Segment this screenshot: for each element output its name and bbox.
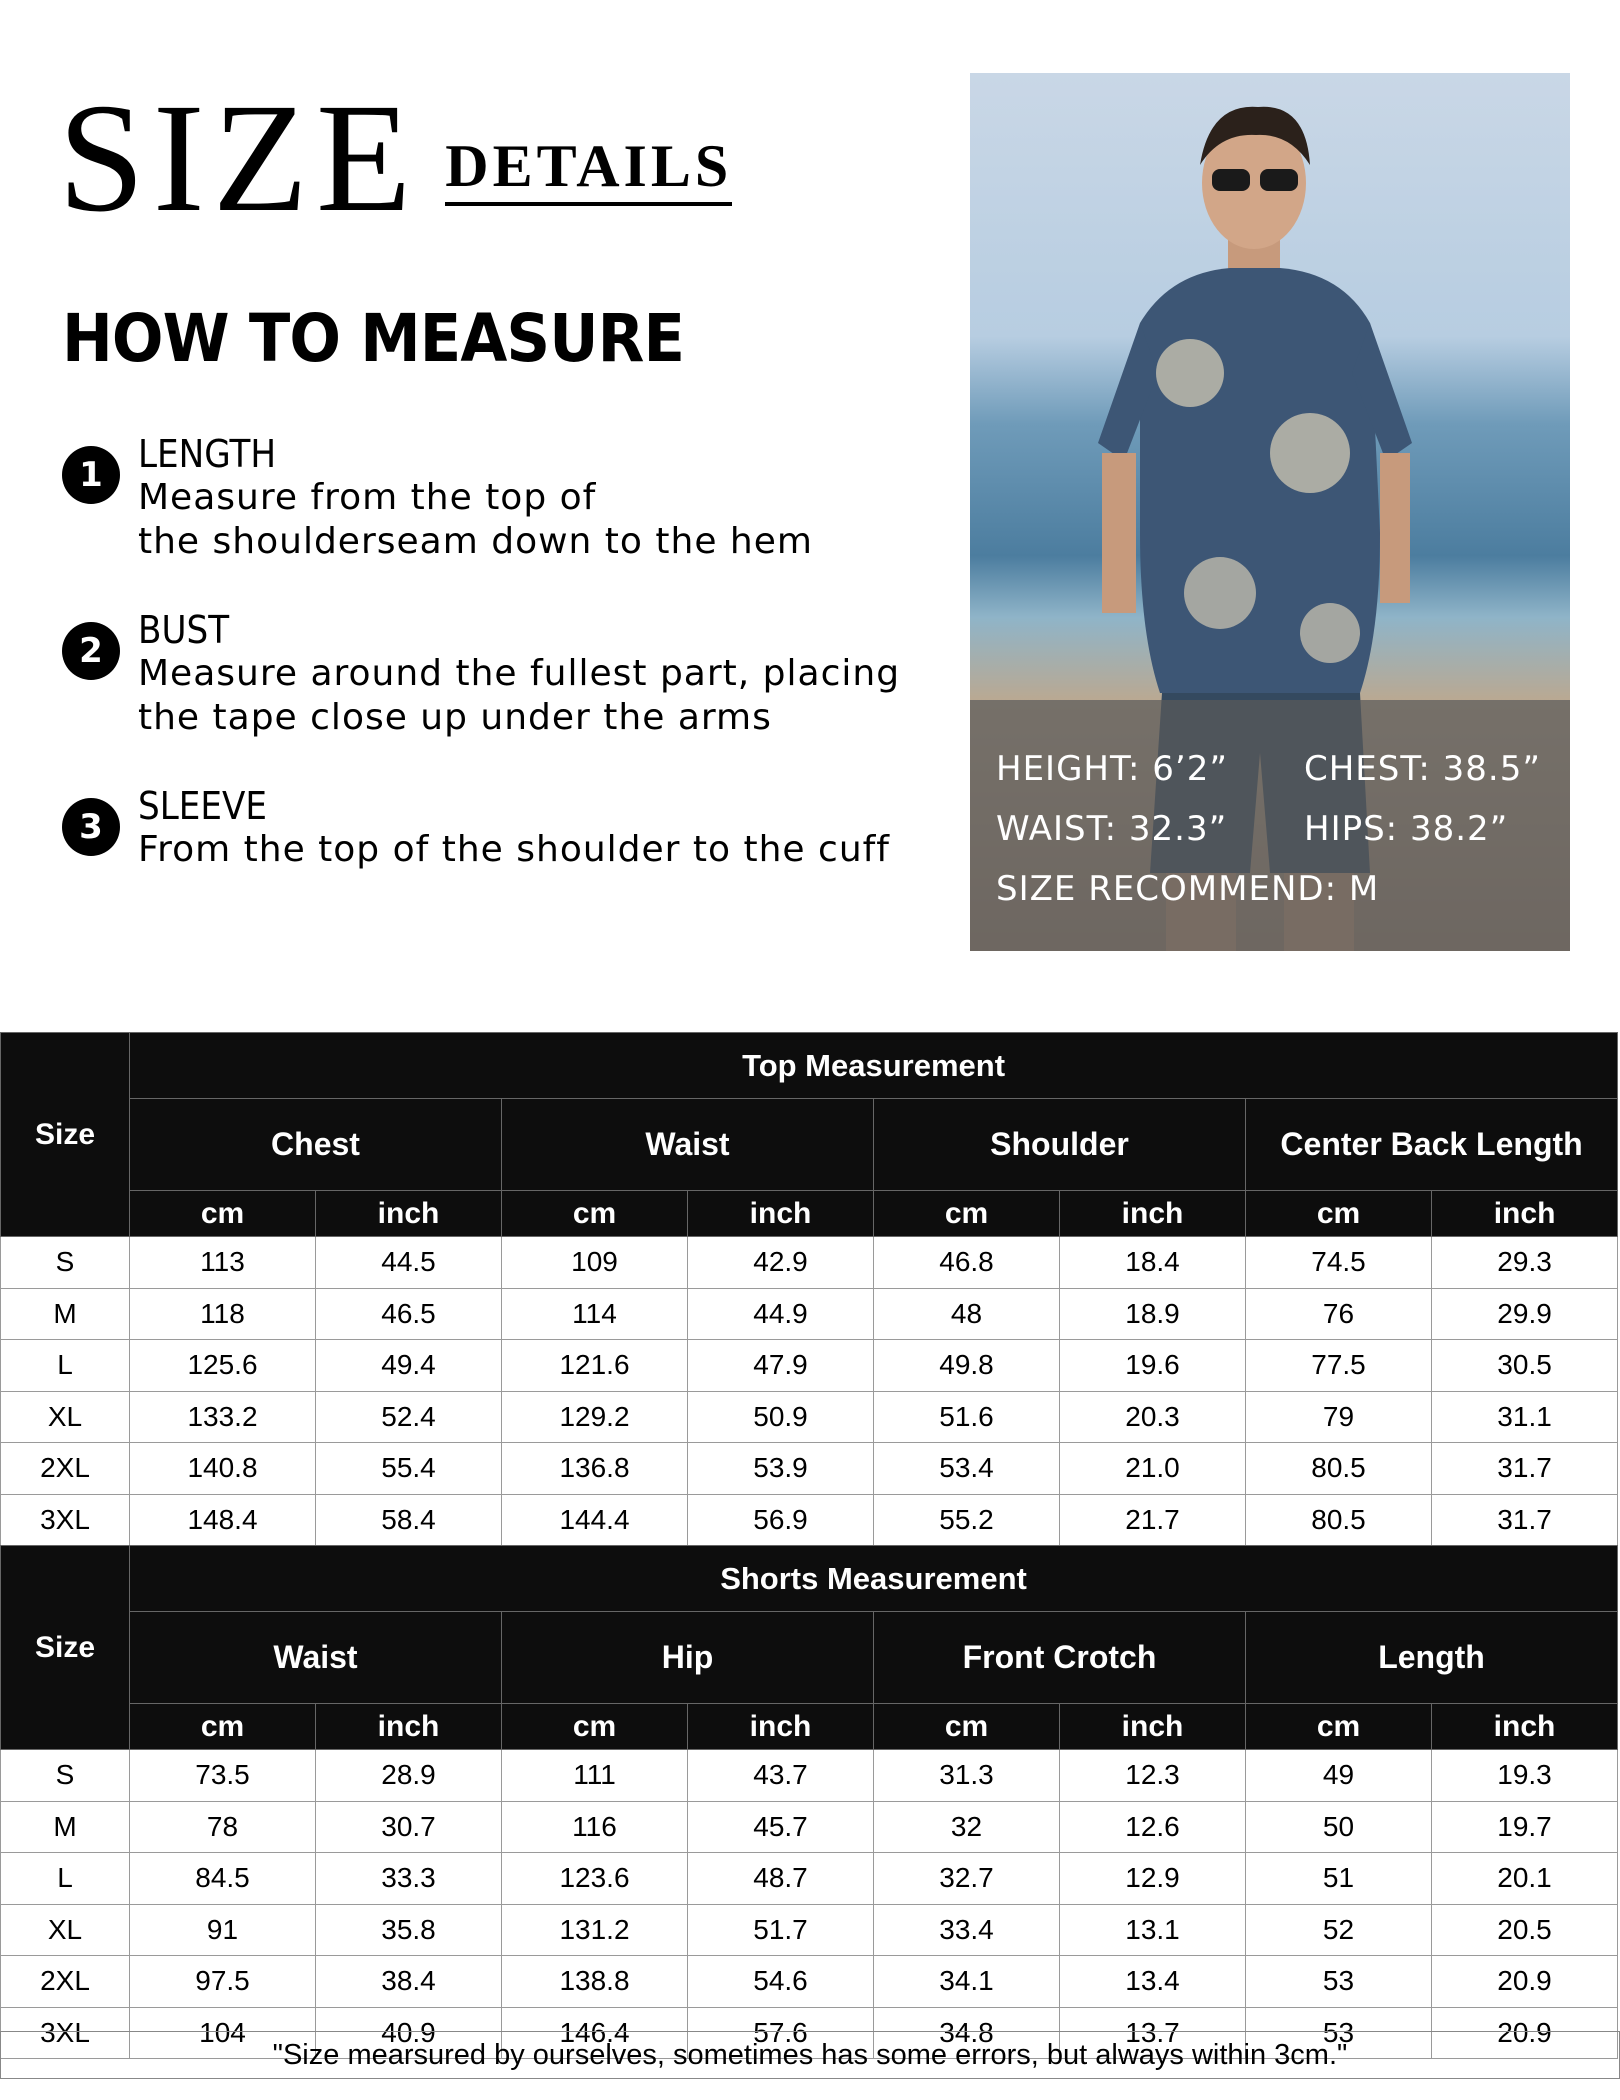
measurement-cell: 52.4 [316, 1391, 502, 1443]
table-row [1, 1494, 1618, 1546]
title-size: SIZE [58, 71, 420, 244]
measurement-cell: 56.9 [688, 1494, 874, 1546]
size-label-cell: M [1, 1288, 130, 1340]
measurement-cell: 21.0 [1060, 1443, 1246, 1495]
measurement-cell: 47.9 [688, 1340, 874, 1392]
measurement-cell: 51.7 [688, 1904, 874, 1956]
unit-header: inch [688, 1704, 874, 1750]
unit-header: inch [1060, 1704, 1246, 1750]
step-description: From the top of the shoulder to the cuff [138, 829, 890, 870]
measurement-cell: 45.7 [688, 1801, 874, 1853]
measurement-cell: 123.6 [502, 1853, 688, 1905]
measurement-cell: 131.2 [502, 1904, 688, 1956]
step-number-badge: 2 [62, 622, 120, 680]
table-row [1, 1443, 1618, 1495]
measurement-cell: 58.4 [316, 1494, 502, 1546]
size-label-cell: S [1, 1750, 130, 1802]
how-to-measure-heading: HOW TO MEASURE [62, 300, 685, 377]
measurement-cell: 79 [1246, 1391, 1432, 1443]
model-waist: WAIST: 32.3” [996, 809, 1228, 849]
measurement-cell: 51.6 [874, 1391, 1060, 1443]
measurement-cell: 55.4 [316, 1443, 502, 1495]
page-title [58, 71, 733, 244]
measurement-cell: 19.6 [1060, 1340, 1246, 1392]
measurement-cell: 44.5 [316, 1237, 502, 1289]
measurement-cell: 35.8 [316, 1904, 502, 1956]
table-row [1, 1956, 1618, 2008]
measurement-cell: 104 [130, 2007, 316, 2059]
unit-header: inch [688, 1191, 874, 1237]
measurement-cell: 109 [502, 1237, 688, 1289]
measurement-cell: 13.4 [1060, 1956, 1246, 2008]
measurement-cell: 33.4 [874, 1904, 1060, 1956]
measurement-cell: 38.4 [316, 1956, 502, 2008]
measurement-cell: 12.9 [1060, 1853, 1246, 1905]
shorts-measurement-table [0, 1545, 1618, 2059]
measurement-cell: 33.3 [316, 1853, 502, 1905]
unit-header: cm [1246, 1704, 1432, 1750]
measurement-cell: 52 [1246, 1904, 1432, 1956]
unit-header: inch [316, 1704, 502, 1750]
measurement-cell: 44.9 [688, 1288, 874, 1340]
measurement-cell: 53.4 [874, 1443, 1060, 1495]
unit-header: cm [874, 1191, 1060, 1237]
measurement-cell: 30.5 [1432, 1340, 1618, 1392]
measurement-cell: 12.3 [1060, 1750, 1246, 1802]
measurement-cell: 148.4 [130, 1494, 316, 1546]
step-label: BUST [138, 608, 230, 652]
step-description: Measure around the fullest part, placing the tape close up under the arms [138, 653, 901, 738]
measurement-cell: 80.5 [1246, 1494, 1432, 1546]
measurement-cell: 49.4 [316, 1340, 502, 1392]
top-measurement-table [0, 1032, 1618, 1546]
measurement-cell: 73.5 [130, 1750, 316, 1802]
step-label: LENGTH [138, 432, 277, 476]
measurement-cell: 20.9 [1432, 2007, 1618, 2059]
measurement-cell: 20.3 [1060, 1391, 1246, 1443]
measurement-cell: 125.6 [130, 1340, 316, 1392]
size-label-cell: L [1, 1853, 130, 1905]
step-number-badge: 3 [62, 798, 120, 856]
measurement-cell: 13.7 [1060, 2007, 1246, 2059]
measurement-cell: 146.4 [502, 2007, 688, 2059]
size-label-cell: 3XL [1, 2007, 130, 2059]
measurement-cell: 19.3 [1432, 1750, 1618, 1802]
size-footnote: "Size mearsured by ourselves, sometimes has some errors, but always within 3cm." [0, 2031, 1620, 2079]
unit-header: inch [1060, 1191, 1246, 1237]
measurement-cell: 53 [1246, 2007, 1432, 2059]
measurement-cell: 30.7 [316, 1801, 502, 1853]
measurement-cell: 97.5 [130, 1956, 316, 2008]
column-group-header: Waist [502, 1099, 874, 1191]
table-row [1, 1237, 1618, 1289]
measurement-cell: 111 [502, 1750, 688, 1802]
measurement-cell: 31.7 [1432, 1494, 1618, 1546]
measurement-cell: 20.5 [1432, 1904, 1618, 1956]
measurement-cell: 50 [1246, 1801, 1432, 1853]
measurement-cell: 20.9 [1432, 1956, 1618, 2008]
table-row [1, 1340, 1618, 1392]
table-row [1, 1750, 1618, 1802]
column-group-header: Front Crotch [874, 1612, 1246, 1704]
measurement-cell: 55.2 [874, 1494, 1060, 1546]
measurement-cell: 18.4 [1060, 1237, 1246, 1289]
measurement-cell: 32 [874, 1801, 1060, 1853]
unit-header: inch [1432, 1704, 1618, 1750]
unit-header: inch [1432, 1191, 1618, 1237]
table-row [1, 1391, 1618, 1443]
measurement-cell: 118 [130, 1288, 316, 1340]
measurement-cell: 78 [130, 1801, 316, 1853]
measurement-cell: 113 [130, 1237, 316, 1289]
measurement-cell: 140.8 [130, 1443, 316, 1495]
measurement-cell: 116 [502, 1801, 688, 1853]
measurement-cell: 48 [874, 1288, 1060, 1340]
measurement-cell: 28.9 [316, 1750, 502, 1802]
measurement-cell: 50.9 [688, 1391, 874, 1443]
step-label: SLEEVE [138, 784, 267, 828]
measurement-cell: 34.1 [874, 1956, 1060, 2008]
measurement-cell: 42.9 [688, 1237, 874, 1289]
measurement-cell: 31.7 [1432, 1443, 1618, 1495]
measurement-cell: 129.2 [502, 1391, 688, 1443]
measurement-cell: 138.8 [502, 1956, 688, 2008]
table-row [1, 1853, 1618, 1905]
size-label-cell: XL [1, 1904, 130, 1956]
measurement-cell: 121.6 [502, 1340, 688, 1392]
measurement-cell: 46.5 [316, 1288, 502, 1340]
size-column-header: Size [1, 1546, 130, 1750]
measurement-cell: 29.3 [1432, 1237, 1618, 1289]
model-hips: HIPS: 38.2” [1304, 809, 1509, 849]
measurement-cell: 91 [130, 1904, 316, 1956]
measurement-cell: 114 [502, 1288, 688, 1340]
column-group-header: Center Back Length [1246, 1099, 1618, 1191]
step-description: Measure from the top of the shoulderseam down to the hem [138, 477, 813, 562]
table-title: Top Measurement [130, 1033, 1618, 1099]
measurement-cell: 20.1 [1432, 1853, 1618, 1905]
unit-header: cm [130, 1704, 316, 1750]
column-group-header: Waist [130, 1612, 502, 1704]
size-label-cell: M [1, 1801, 130, 1853]
size-label-cell: 2XL [1, 1443, 130, 1495]
measurement-cell: 46.8 [874, 1237, 1060, 1289]
step-number-badge: 1 [62, 446, 120, 504]
unit-header: cm [502, 1191, 688, 1237]
model-chest: CHEST: 38.5” [1304, 749, 1541, 789]
measurement-cell: 57.6 [688, 2007, 874, 2059]
measurement-cell: 54.6 [688, 1956, 874, 2008]
measurement-cell: 53.9 [688, 1443, 874, 1495]
measurement-cell: 133.2 [130, 1391, 316, 1443]
measurement-cell: 53 [1246, 1956, 1432, 2008]
measurement-cell: 34.8 [874, 2007, 1060, 2059]
measurement-cell: 13.1 [1060, 1904, 1246, 1956]
size-label-cell: XL [1, 1391, 130, 1443]
measurement-cell: 40.9 [316, 2007, 502, 2059]
unit-header: cm [502, 1704, 688, 1750]
model-photo [970, 73, 1570, 951]
measurement-cell: 31.1 [1432, 1391, 1618, 1443]
size-label-cell: S [1, 1237, 130, 1289]
measurement-cell: 74.5 [1246, 1237, 1432, 1289]
column-group-header: Chest [130, 1099, 502, 1191]
size-column-header: Size [1, 1033, 130, 1237]
measurement-cell: 43.7 [688, 1750, 874, 1802]
unit-header: cm [1246, 1191, 1432, 1237]
title-details: DETAILS [445, 136, 732, 206]
measurement-cell: 51 [1246, 1853, 1432, 1905]
measurement-cell: 77.5 [1246, 1340, 1432, 1392]
measurement-cell: 48.7 [688, 1853, 874, 1905]
size-label-cell: 3XL [1, 1494, 130, 1546]
column-group-header: Length [1246, 1612, 1618, 1704]
measurement-cell: 136.8 [502, 1443, 688, 1495]
measurement-cell: 49.8 [874, 1340, 1060, 1392]
measurement-cell: 80.5 [1246, 1443, 1432, 1495]
measurement-cell: 18.9 [1060, 1288, 1246, 1340]
unit-header: cm [130, 1191, 316, 1237]
table-row [1, 1904, 1618, 1956]
model-size-recommend: SIZE RECOMMEND: M [996, 869, 1380, 909]
table-row [1, 1288, 1618, 1340]
table-title: Shorts Measurement [130, 1546, 1618, 1612]
unit-header: inch [316, 1191, 502, 1237]
size-label-cell: L [1, 1340, 130, 1392]
measurement-cell: 84.5 [130, 1853, 316, 1905]
column-group-header: Shoulder [874, 1099, 1246, 1191]
unit-header: cm [874, 1704, 1060, 1750]
measurement-cell: 144.4 [502, 1494, 688, 1546]
measurement-cell: 32.7 [874, 1853, 1060, 1905]
measurement-cell: 31.3 [874, 1750, 1060, 1802]
measurement-cell: 19.7 [1432, 1801, 1618, 1853]
table-row [1, 1801, 1618, 1853]
model-height: HEIGHT: 6’2” [996, 749, 1228, 789]
measurement-cell: 49 [1246, 1750, 1432, 1802]
measurement-cell: 29.9 [1432, 1288, 1618, 1340]
column-group-header: Hip [502, 1612, 874, 1704]
measurement-cell: 21.7 [1060, 1494, 1246, 1546]
measurement-cell: 76 [1246, 1288, 1432, 1340]
measurement-cell: 12.6 [1060, 1801, 1246, 1853]
size-label-cell: 2XL [1, 1956, 130, 2008]
